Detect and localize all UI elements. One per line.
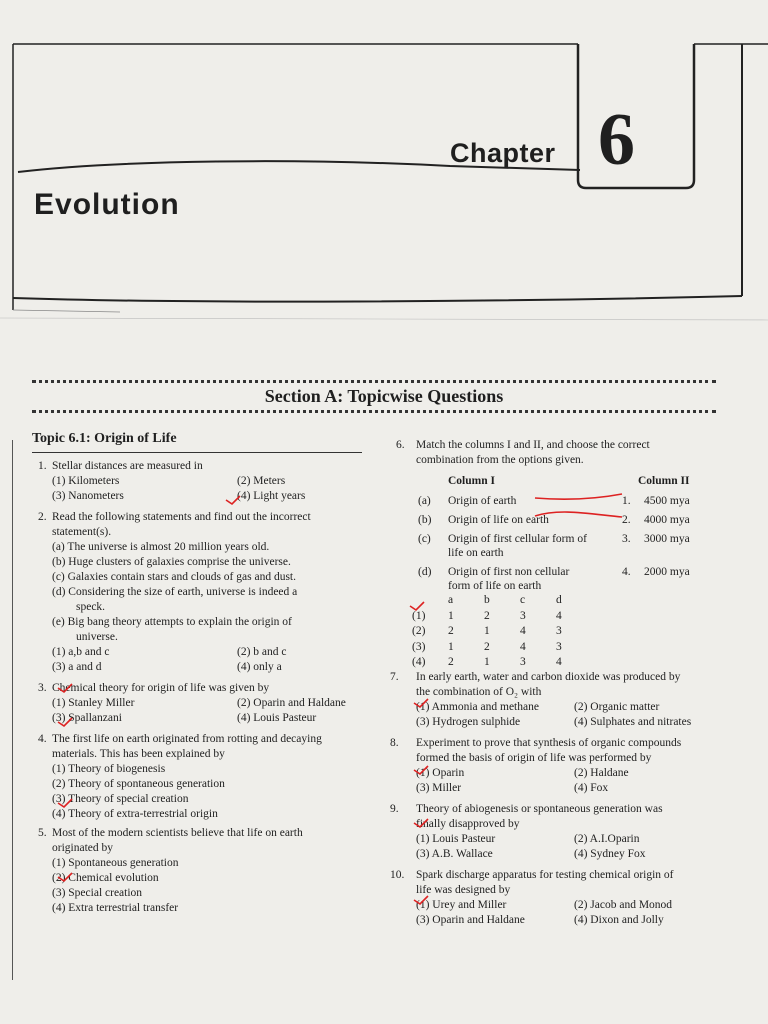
option-4[interactable]: (4) Theory of extra-terrestrial origin: [52, 808, 218, 820]
column-2-header: Column II: [638, 475, 690, 487]
grid-cell: 4: [556, 656, 562, 668]
grid-head: c: [520, 594, 526, 606]
chapter-title: Evolution: [34, 188, 180, 221]
option-4[interactable]: (4) Extra terrestrial transfer: [52, 902, 179, 914]
question-text: Most of the modern scientists believe that life on earth: [52, 827, 303, 839]
row-right: 3000 mya: [644, 533, 690, 545]
row-right: 2000 mya: [644, 566, 690, 578]
statement-a: (a) The universe is almost 20 million years old.: [52, 541, 270, 553]
grid-option: (4): [412, 656, 426, 668]
grid-cell: 2: [448, 625, 454, 637]
question-text: Read the following statements and find out the incorrect: [52, 511, 311, 523]
question-text: Stellar distances are measured in: [52, 460, 203, 472]
topic-heading: Topic 6.1: Origin of Life: [32, 431, 177, 446]
grid-cell: 4: [556, 609, 562, 622]
question-text-cont: formed the basis of origin of life was performed by: [416, 752, 652, 764]
option-2[interactable]: (2) Chemical evolution: [52, 872, 159, 884]
row-key: (b): [418, 514, 432, 526]
option-4[interactable]: (4) only a: [237, 661, 282, 673]
option-4[interactable]: (4) Dixon and Jolly: [574, 914, 664, 926]
question-text: The first life on earth originated from rotting and decaying: [52, 733, 322, 745]
grid-cell: 3: [556, 625, 562, 637]
grid-cell: 2: [484, 640, 490, 653]
question-text: In early earth, water and carbon dioxide was produced by: [416, 671, 681, 683]
option-2[interactable]: (2) Theory of spontaneous generation: [52, 778, 225, 790]
option-2[interactable]: (2) Jacob and Monod: [574, 899, 673, 911]
question-number: 1.: [38, 460, 47, 472]
grid-head: d: [556, 594, 562, 606]
row-left-cont: life on earth: [448, 547, 504, 559]
row-num: 4.: [622, 566, 631, 578]
grid-cell: 1: [484, 625, 490, 637]
question-number: 3.: [38, 682, 47, 694]
question-text-cont: the combination of O₂ with: [416, 686, 542, 698]
row-num: 1.: [622, 495, 631, 507]
option-1[interactable]: (1) Theory of biogenesis: [52, 763, 166, 775]
option-1[interactable]: (1) Spontaneous generation: [52, 857, 179, 869]
option-3[interactable]: (3) Theory of special creation: [52, 793, 189, 805]
option-1[interactable]: (1) Urey and Miller: [416, 899, 507, 911]
grid-option: (3): [412, 640, 426, 653]
question-text-cont: finally disapproved by: [416, 818, 520, 830]
question-number: 7.: [390, 671, 399, 683]
option-1[interactable]: (1) Oparin: [416, 767, 465, 779]
row-left: Origin of first cellular form of: [448, 533, 587, 545]
option-3[interactable]: (3) Spallanzani: [52, 712, 122, 724]
option-4[interactable]: (4) Louis Pasteur: [237, 712, 317, 724]
question-number: 6.: [396, 439, 405, 451]
row-num: 3.: [622, 533, 631, 545]
option-2[interactable]: (2) Organic matter: [574, 701, 660, 713]
option-1[interactable]: (1) Kilometers: [52, 475, 120, 487]
grid-cell: 4: [520, 640, 526, 653]
chapter-label: Chapter: [450, 138, 556, 168]
grid-cell: 1: [484, 656, 490, 668]
grid-cell: 1: [448, 609, 454, 622]
option-1[interactable]: (1) a,b and c: [52, 646, 110, 658]
grid-head: b: [484, 594, 490, 606]
option-4[interactable]: (4) Sulphates and nitrates: [574, 716, 692, 728]
question-text: Theory of abiogenesis or spontaneous generation was: [416, 803, 663, 815]
question-text-cont: combination from the options given.: [416, 454, 584, 466]
question-text: Chemical theory for origin of life was given by: [52, 682, 270, 694]
statement-e-cont: universe.: [76, 631, 118, 643]
grid-cell: 1: [448, 640, 454, 653]
chapter-number: 6: [598, 99, 635, 181]
question-text: Spark discharge apparatus for testing chemical origin of: [416, 869, 674, 881]
option-3[interactable]: (3) Hydrogen sulphide: [416, 716, 521, 728]
statement-b: (b) Huge clusters of galaxies comprise the universe.: [52, 556, 291, 568]
row-left: Origin of earth: [448, 495, 517, 507]
option-4[interactable]: (4) Light years: [237, 490, 306, 502]
option-4[interactable]: (4) Fox: [574, 782, 609, 794]
question-number: 5.: [38, 827, 47, 839]
option-1[interactable]: (1) Stanley Miller: [52, 697, 135, 709]
statement-c: (c) Galaxies contain stars and clouds of gas and dust.: [52, 571, 296, 583]
question-number: 8.: [390, 737, 399, 749]
option-3[interactable]: (3) Oparin and Haldane: [416, 914, 525, 926]
grid-cell: 3: [520, 609, 526, 622]
grid-cell: 2: [448, 656, 454, 668]
row-key: (c): [418, 533, 431, 545]
option-3[interactable]: (3) Nanometers: [52, 490, 124, 502]
option-3[interactable]: (3) Special creation: [52, 887, 143, 899]
column-1-header: Column I: [448, 475, 495, 487]
option-4[interactable]: (4) Sydney Fox: [574, 848, 646, 860]
row-key: (a): [418, 495, 431, 507]
question-text-cont: materials. This has been explained by: [52, 748, 225, 760]
row-right: 4000 mya: [644, 514, 690, 526]
option-3[interactable]: (3) A.B. Wallace: [416, 848, 493, 860]
grid-head: a: [448, 594, 454, 606]
question-text-cont: originated by: [52, 842, 113, 854]
section-title: Section A: Topicwise Questions: [264, 386, 504, 406]
grid-option: (2): [412, 625, 426, 637]
row-right: 4500 mya: [644, 495, 690, 507]
question-number: 10.: [390, 869, 405, 881]
row-left-cont: form of life on earth: [448, 580, 542, 592]
grid-cell: 3: [520, 656, 526, 668]
option-2[interactable]: (2) b and c: [237, 646, 287, 658]
row-left: Origin of first non cellular: [448, 566, 570, 578]
option-3[interactable]: (3) a and d: [52, 661, 102, 673]
page-margin-line: [12, 440, 13, 980]
grid-option: (1): [412, 609, 426, 622]
option-3[interactable]: (3) Miller: [416, 782, 462, 794]
option-2[interactable]: (2) Haldane: [574, 767, 629, 779]
option-2[interactable]: (2) Meters: [237, 475, 286, 487]
question-text-cont: life was designed by: [416, 884, 511, 896]
question-number: 2.: [38, 511, 47, 523]
statement-e: (e) Big bang theory attempts to explain the origin of: [52, 616, 292, 628]
row-key: (d): [418, 566, 432, 578]
option-1[interactable]: (1) Louis Pasteur: [416, 833, 496, 845]
option-1[interactable]: (1) Ammonia and methane: [416, 701, 539, 713]
option-2[interactable]: (2) Oparin and Haldane: [237, 697, 346, 709]
grid-cell: 3: [556, 640, 562, 653]
question-number: 9.: [390, 803, 399, 815]
question-text-cont: statement(s).: [52, 526, 112, 538]
option-2[interactable]: (2) A.I.Oparin: [574, 833, 640, 845]
row-num: 2.: [622, 514, 631, 526]
question-text: Match the columns I and II, and choose the correct: [416, 439, 650, 451]
grid-cell: 2: [484, 609, 490, 622]
grid-cell: 4: [520, 625, 526, 637]
row-left: Origin of life on earth: [448, 514, 549, 526]
question-number: 4.: [38, 733, 47, 745]
statement-d: (d) Considering the size of earth, universe is indeed a: [52, 586, 298, 598]
question-text: Experiment to prove that synthesis of organic compounds: [416, 737, 682, 749]
statement-d-cont: speck.: [76, 601, 106, 613]
